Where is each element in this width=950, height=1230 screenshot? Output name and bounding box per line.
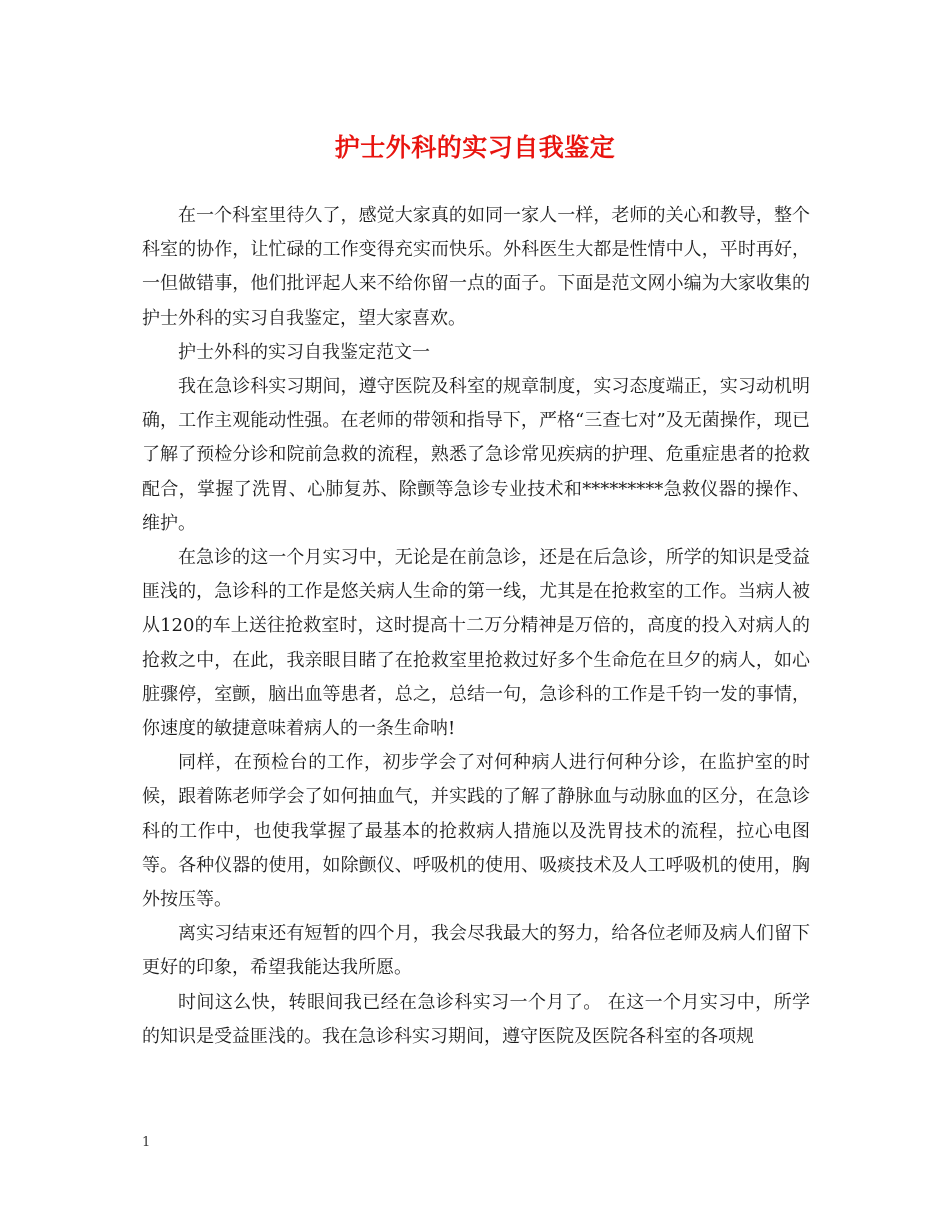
intro-paragraph: 在一个科室里待久了，感觉大家真的如同一家人一样，老师的关心和教导，整个科室的协作，让忙碌的工作变得充实而快乐。外科医生大都是性情中人，平时再好，一但做错事，他们批评起人来不给你留一点的面子。下面是范文网小编为大家收集的护士外科的实习自我鉴定，望大家喜欢。 xyxy=(142,205,810,329)
body-paragraph: 时间这么快，转眼间我已经在急诊科实习一个月了。 在这一个月实习中，所学的知识是受益匪浅的。我在急诊科实习期间，遵守医院及医院各科室的各项规 xyxy=(142,991,810,1047)
body-paragraph: 离实习结束还有短暂的四个月，我会尽我最大的努力，给各位老师及病人们留下更好的印象，希望我能达我所愿。 xyxy=(142,923,810,979)
body-paragraph: 我在急诊科实习期间，遵守医院及科室的规章制度，实习态度端正，实习动机明确，工作主观能动性强。在老师的带领和指导下，严格“三查七对”及无菌操作，现已了解了预检分诊和院前急救的流程，熟悉了急诊常见疾病的护理、危重症患者的抢救配合，掌握了洗胃、心肺复苏、除颤等急诊专业技术和*********急救仪器的操作、维护。 xyxy=(142,376,810,534)
document-title: 护士外科的实习自我鉴定 xyxy=(334,133,616,162)
document-body xyxy=(142,199,810,1054)
page-number: 1 xyxy=(142,1135,151,1150)
body-paragraph: 同样，在预检台的工作，初步学会了对何种病人进行何种分诊，在监护室的时候，跟着陈老师学会了如何抽血气，并实践的了解了静脉血与动脉血的区分，在急诊科的工作中，也使我掌握了最基本的抢救病人措施以及洗胃技术的流程，拉心电图等。各种仪器的使用，如除颤仪、呼吸机的使用、吸痰技术及人工呼吸机的使用，胸外按压等。 xyxy=(142,752,810,911)
body-paragraph: 在急诊的这一个月实习中，无论是在前急诊，还是在后急诊，所学的知识是受益匪浅的，急诊科的工作是悠关病人生命的第一线，尤其是在抢救室的工作。当病人被从120的车上送往抢救室时，这时提高十二万分精神是万倍的，高度的投入对病人的抢救之中，在此，我亲眼目睹了在抢救室里抢救过好多个生命危在旦夕的病人，如心脏骤停，室颤，脑出血等患者，总之，总结一句，急诊科的工作是千钧一发的事情，你速度的敏捷意味着病人的一条生命呐! xyxy=(142,547,810,740)
section-heading: 护士外科的实习自我鉴定范文一 xyxy=(178,341,430,363)
